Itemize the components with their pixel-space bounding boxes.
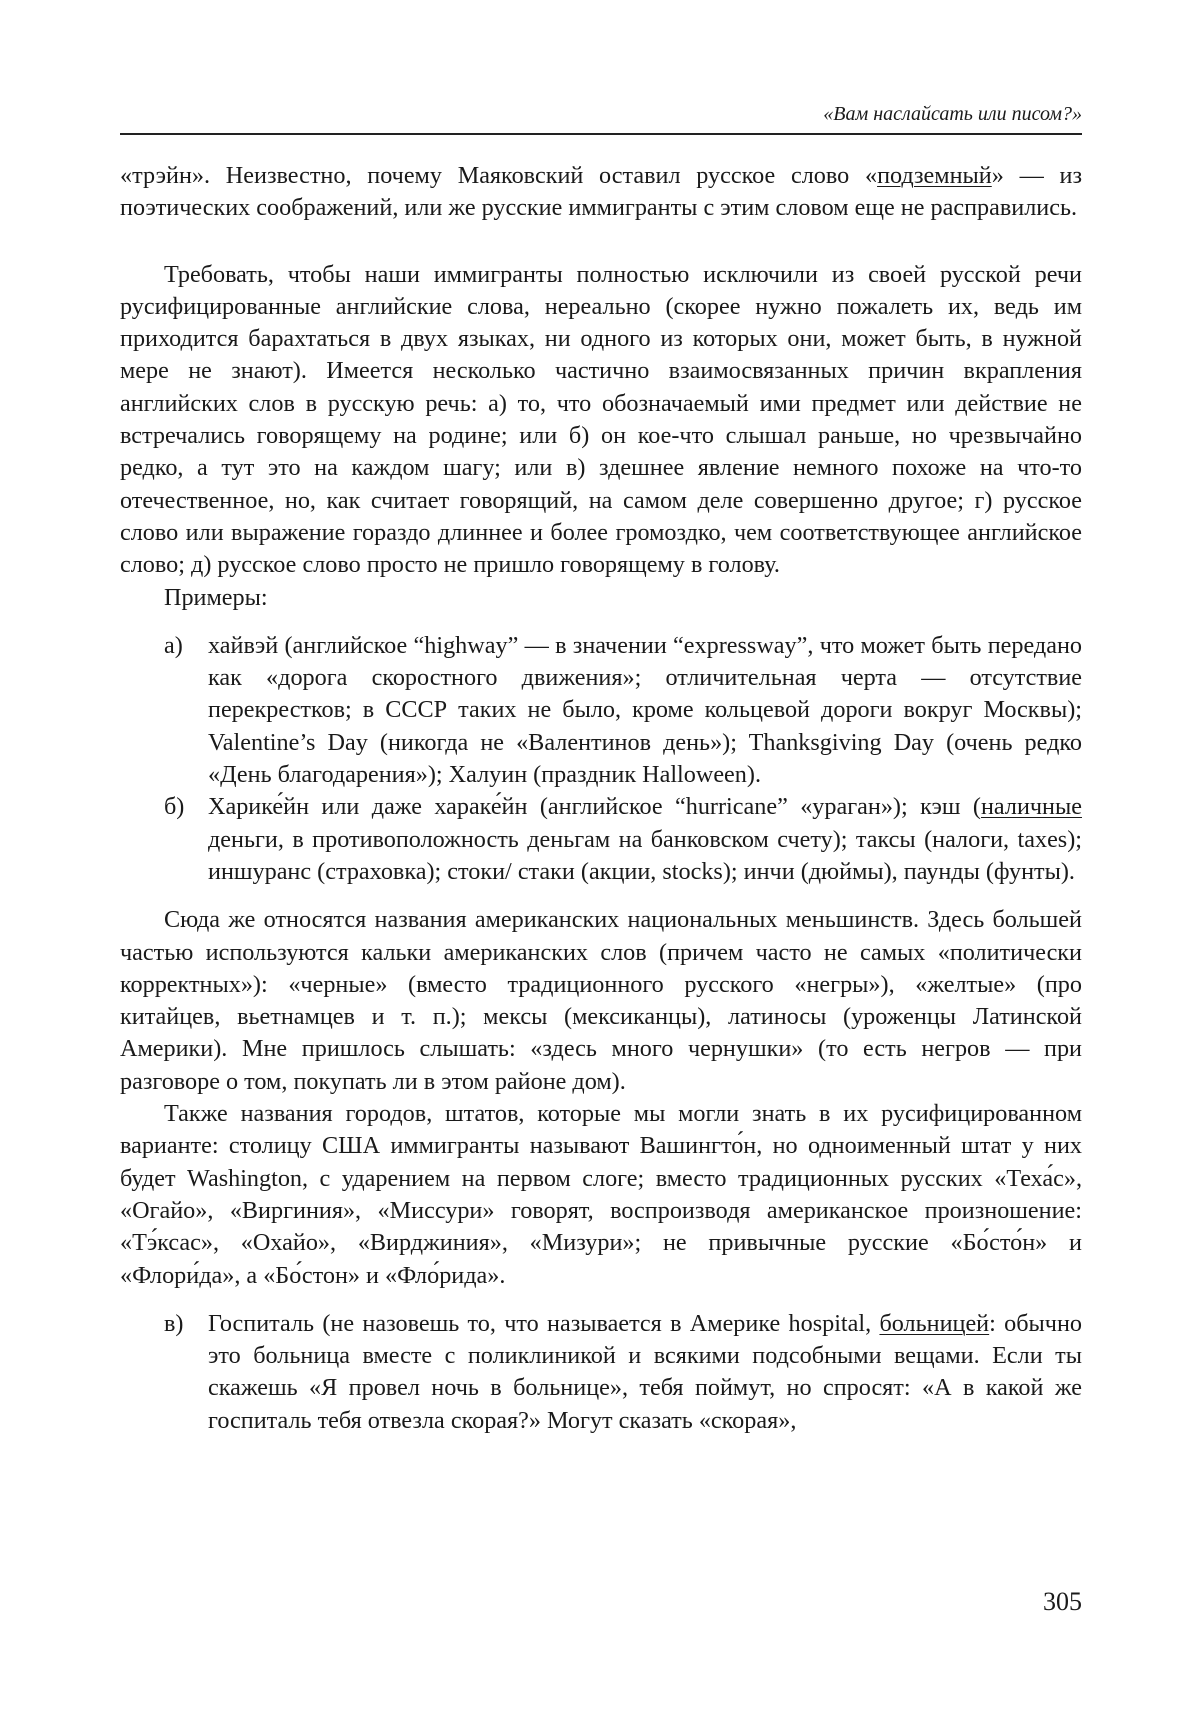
paragraph-examples-label: Примеры: — [164, 583, 268, 611]
list-marker: в) — [164, 1309, 184, 1337]
paragraph-5: Также названия городов, штатов, которые мы могли знать в их русифицированном варианте: столицу США иммигранты называют Вашингто́н, но одноименный штат у них будет Washington, с ударением на первом слоге; вместо традиционных русских «Теха́с», «Огайо», «Виргиния», «Миссури» говорят, воспроизводя американское произношение: «Тэ́ксас», «Охайо», «Вирджиния», «Мизури»; не привычные русские «Бо́сто́н» и «Флори́да», а «Бо́стон» и «Фло́рида». — [120, 1100, 1082, 1289]
header-rule — [120, 133, 1082, 135]
underlined-word: наличные — [980, 793, 1082, 821]
list-item-b — [120, 791, 1082, 888]
running-title: «Вам наслайсать или писом?» — [823, 103, 1082, 125]
list-item-text — [208, 1308, 1082, 1437]
list-item-v — [120, 1308, 1082, 1437]
list-item-text-end: : обычно это больница вместе с поликлиникой и всякими подсобными вещами. Если ты скажешь «Я провел ночь в больнице», тебя поймут, но спросят: «А в какой же госпиталь тебя отвезла скорая?» Могут сказать «скорая», — [208, 1309, 1083, 1434]
paragraph-1-text: «трэйн». Неизвестно, почему Маяковский оставил русское слово « — [120, 162, 878, 189]
page-number: 305 — [1043, 1587, 1082, 1616]
list-item-text-start: Харике́йн или даже хараке́йн (английское “hurricane” «ураган»); кэш ( — [208, 793, 981, 821]
paragraph-2: Требовать, чтобы наши иммигранты полностью исключили из своей русской речи русифицированные английские слова, нереально (скорее нужно пожалеть их, ведь им приходится барахтаться в двух языках, ни одного из которых они, может быть, в нужной мере не знают). Имеется несколько частично взаимосвязанных причин вкрапления английских слов в русскую речь: а) то, что обозначаемый ими предмет или действие не встречались говорящему на родине; или б) он кое-что слышал раньше, но чрезвычайно редко, а тут это на каждом шагу; или в) здешнее явление немного похоже на что-то отечественное, но, как считает говорящий, на самом деле совершенно другое; г) русское слово или выражение гораздо длиннее и более громоздко, чем соответствующее английское слово; д) русское слово просто не пришло говорящему в голову. — [120, 260, 1082, 579]
paragraph-1 — [120, 160, 1082, 225]
list-item-text-start: Госпиталь (не назовешь то, что называется в Америке hospital, — [208, 1309, 880, 1337]
list-item-text-end: деньги, в противоположность деньгам на банковском счету); таксы (налоги, taxes); иншуранс (страховка); стоки/ стаки (акции, stocks); инчи (дюймы), паунды (фунты). — [208, 825, 1082, 885]
paragraph-1-text-end: » — из поэтических соображений, или же русские иммигранты с этим словом еще не расправились. — [120, 162, 1082, 222]
list-item-text — [208, 791, 1082, 888]
paragraph-4: Сюда же относятся названия американских национальных меньшинств. Здесь большей частью используются кальки американских слов (причем часто не самых «политически корректных»): «черные» (вместо традиционного русского «негры»), «желтые» (про китайцев, вьетнамцев и т. п.); мексы (мексиканцы), латиносы (уроженцы Латинской Америки). Мне пришлось слышать: «здесь много чернушки» (то есть негров — при разговоре о том, покупать ли в этом районе дом). — [120, 906, 1082, 1095]
underlined-word: больницей — [879, 1309, 990, 1337]
list-item-a — [120, 630, 1082, 791]
page-body — [120, 160, 1082, 1437]
list-marker: а) — [164, 631, 183, 659]
list-item-text: хайвэй (английское “highway” — в значении “expressway”, что может быть передано как «дорога скоростного движения»; отличительная черта — отсутствие перекрестков; в СССР таких не было, кроме кольцевой дороги вокруг Москвы); Valentine’s Day (никогда не «Валентинов день»); Thanksgiving Day (очень редко «День благодарения»); Халуин (праздник Halloween). — [208, 631, 1082, 789]
underlined-word: подземный — [877, 162, 992, 189]
list-marker: б) — [164, 793, 185, 821]
